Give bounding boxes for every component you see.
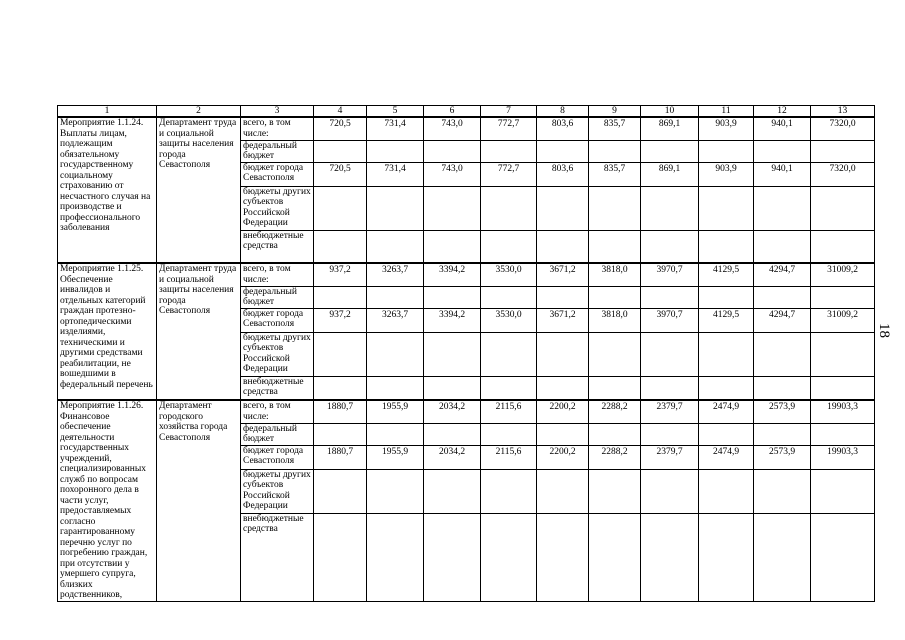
empty-cell (314, 286, 367, 308)
city-value-cell: 3530,0 (481, 308, 537, 332)
empty-cell (589, 332, 641, 376)
source-extra-label: внебюджетные средства (241, 376, 314, 400)
header-cell: 7 (481, 106, 537, 118)
empty-cell (481, 423, 537, 445)
empty-cell (754, 140, 811, 162)
total-value-cell: 743,0 (424, 117, 481, 140)
empty-cell (481, 376, 537, 400)
total-value-cell: 803,6 (537, 117, 589, 140)
empty-cell (314, 423, 367, 445)
source-other-label: бюджеты других субъектов Российской Федерации (241, 469, 314, 513)
city-value-cell: 1955,9 (367, 445, 424, 469)
city-value-cell: 3263,7 (367, 308, 424, 332)
city-value-cell: 2200,2 (537, 445, 589, 469)
table-row (58, 117, 875, 140)
total-value-cell: 2034,2 (424, 400, 481, 423)
empty-cell (589, 230, 641, 263)
empty-cell (424, 423, 481, 445)
empty-cell (754, 469, 811, 513)
city-value-cell: 3818,0 (589, 308, 641, 332)
empty-cell (699, 513, 754, 601)
empty-cell (641, 376, 699, 400)
total-value-cell: 7320,0 (811, 117, 875, 140)
empty-cell (367, 332, 424, 376)
empty-cell (641, 230, 699, 263)
executor-cell: Департамент труда и социальной защиты населения города Севастополя (157, 117, 241, 263)
total-value-cell: 4294,7 (754, 263, 811, 286)
header-row (58, 106, 875, 118)
empty-cell (641, 332, 699, 376)
empty-cell (537, 186, 589, 230)
source-total-label: всего, в том числе: (241, 117, 314, 140)
empty-cell (481, 186, 537, 230)
source-other-label: бюджеты других субъектов Российской Федерации (241, 186, 314, 230)
empty-cell (811, 286, 875, 308)
empty-cell (481, 469, 537, 513)
empty-cell (424, 230, 481, 263)
empty-cell (641, 140, 699, 162)
header-cell: 11 (699, 106, 754, 118)
empty-cell (424, 186, 481, 230)
total-value-cell: 19903,3 (811, 400, 875, 423)
executor-cell: Департамент труда и социальной защиты населения города Севастополя (157, 263, 241, 400)
city-value-cell: 940,1 (754, 162, 811, 186)
empty-cell (589, 286, 641, 308)
empty-cell (811, 230, 875, 263)
empty-cell (754, 286, 811, 308)
header-cell: 3 (241, 106, 314, 118)
header-cell: 8 (537, 106, 589, 118)
city-value-cell: 19903,3 (811, 445, 875, 469)
empty-cell (589, 376, 641, 400)
empty-cell (481, 230, 537, 263)
header-cell: 2 (157, 106, 241, 118)
city-value-cell: 4129,5 (699, 308, 754, 332)
empty-cell (314, 469, 367, 513)
total-value-cell: 3818,0 (589, 263, 641, 286)
city-value-cell: 772,7 (481, 162, 537, 186)
source-city-label: бюджет города Севастополя (241, 445, 314, 469)
empty-cell (424, 513, 481, 601)
header-cell: 13 (811, 106, 875, 118)
city-value-cell: 2379,7 (641, 445, 699, 469)
empty-cell (367, 286, 424, 308)
source-city-label: бюджет города Севастополя (241, 308, 314, 332)
source-city-label: бюджет города Севастополя (241, 162, 314, 186)
total-value-cell: 720,5 (314, 117, 367, 140)
empty-cell (481, 332, 537, 376)
total-value-cell: 3394,2 (424, 263, 481, 286)
empty-cell (424, 286, 481, 308)
empty-cell (367, 376, 424, 400)
empty-cell (589, 423, 641, 445)
city-value-cell: 2573,9 (754, 445, 811, 469)
empty-cell (367, 230, 424, 263)
empty-cell (811, 332, 875, 376)
city-value-cell: 2474,9 (699, 445, 754, 469)
city-value-cell: 2115,6 (481, 445, 537, 469)
total-value-cell: 3263,7 (367, 263, 424, 286)
empty-cell (754, 423, 811, 445)
empty-cell (481, 513, 537, 601)
empty-cell (699, 230, 754, 263)
measure-cell: Мероприятие 1.1.24. Выплаты лицам, подлежащим обязательному государственному социальному страхованию от несчастного случая на производстве и профессионального заболевания (58, 117, 157, 263)
source-total-label: всего, в том числе: (241, 263, 314, 286)
header-cell: 9 (589, 106, 641, 118)
city-value-cell: 937,2 (314, 308, 367, 332)
empty-cell (314, 513, 367, 601)
empty-cell (811, 513, 875, 601)
empty-cell (811, 423, 875, 445)
empty-cell (641, 513, 699, 601)
total-value-cell: 3671,2 (537, 263, 589, 286)
total-value-cell: 2115,6 (481, 400, 537, 423)
city-value-cell: 31009,2 (811, 308, 875, 332)
city-value-cell: 2034,2 (424, 445, 481, 469)
city-value-cell: 3394,2 (424, 308, 481, 332)
empty-cell (537, 513, 589, 601)
empty-cell (367, 513, 424, 601)
empty-cell (641, 186, 699, 230)
table-row (58, 263, 875, 286)
city-value-cell: 2288,2 (589, 445, 641, 469)
empty-cell (537, 423, 589, 445)
total-value-cell: 2573,9 (754, 400, 811, 423)
empty-cell (424, 469, 481, 513)
total-value-cell: 869,1 (641, 117, 699, 140)
measure-cell: Мероприятие 1.1.25. Обеспечение инвалидов и отдельных категорий граждан протезно-ортопедическими изделиями, техническими и другими средствами реабилитации, не вошедшими в федеральный перечень (58, 263, 157, 400)
empty-cell (811, 140, 875, 162)
city-value-cell: 803,6 (537, 162, 589, 186)
page-number: 18 (876, 323, 892, 338)
budget-table (57, 105, 875, 602)
total-value-cell: 4129,5 (699, 263, 754, 286)
header-cell: 10 (641, 106, 699, 118)
header-cell: 1 (58, 106, 157, 118)
header-cell: 12 (754, 106, 811, 118)
source-federal-label: федеральный бюджет (241, 423, 314, 445)
total-value-cell: 2474,9 (699, 400, 754, 423)
empty-cell (699, 332, 754, 376)
total-value-cell: 2200,2 (537, 400, 589, 423)
city-value-cell: 4294,7 (754, 308, 811, 332)
empty-cell (589, 140, 641, 162)
total-value-cell: 940,1 (754, 117, 811, 140)
empty-cell (481, 286, 537, 308)
empty-cell (811, 469, 875, 513)
city-value-cell: 835,7 (589, 162, 641, 186)
city-value-cell: 1880,7 (314, 445, 367, 469)
source-extra-label: внебюджетные средства (241, 513, 314, 601)
total-value-cell: 3530,0 (481, 263, 537, 286)
empty-cell (589, 469, 641, 513)
empty-cell (537, 332, 589, 376)
source-federal-label: федеральный бюджет (241, 286, 314, 308)
empty-cell (424, 332, 481, 376)
empty-cell (641, 423, 699, 445)
empty-cell (641, 286, 699, 308)
empty-cell (314, 332, 367, 376)
empty-cell (699, 376, 754, 400)
empty-cell (424, 376, 481, 400)
header-cell: 4 (314, 106, 367, 118)
total-value-cell: 31009,2 (811, 263, 875, 286)
empty-cell (589, 513, 641, 601)
table-row (58, 400, 875, 423)
empty-cell (367, 140, 424, 162)
empty-cell (314, 186, 367, 230)
empty-cell (481, 140, 537, 162)
empty-cell (589, 186, 641, 230)
total-value-cell: 1880,7 (314, 400, 367, 423)
city-value-cell: 743,0 (424, 162, 481, 186)
source-total-label: всего, в том числе: (241, 400, 314, 423)
empty-cell (754, 230, 811, 263)
total-value-cell: 2379,7 (641, 400, 699, 423)
empty-cell (699, 469, 754, 513)
empty-cell (367, 423, 424, 445)
executor-cell: Департамент городского хозяйства города Севастополя (157, 400, 241, 601)
empty-cell (367, 186, 424, 230)
empty-cell (754, 332, 811, 376)
total-value-cell: 835,7 (589, 117, 641, 140)
empty-cell (537, 376, 589, 400)
measure-cell: Мероприятие 1.1.26. Финансовое обеспечение деятельности государственных учреждений, специализированных служб по вопросам похоронного дела в части услуг, предоставляемых согласно гарантированному перечню услуг по погребению граждан, при отсутствии у умершего супруга, близких родственников, (58, 400, 157, 601)
city-value-cell: 903,9 (699, 162, 754, 186)
empty-cell (699, 286, 754, 308)
source-other-label: бюджеты других субъектов Российской Федерации (241, 332, 314, 376)
empty-cell (537, 469, 589, 513)
source-extra-label: внебюджетные средства (241, 230, 314, 263)
header-cell: 6 (424, 106, 481, 118)
total-value-cell: 937,2 (314, 263, 367, 286)
empty-cell (699, 186, 754, 230)
empty-cell (754, 376, 811, 400)
city-value-cell: 869,1 (641, 162, 699, 186)
total-value-cell: 772,7 (481, 117, 537, 140)
empty-cell (699, 423, 754, 445)
empty-cell (537, 140, 589, 162)
city-value-cell: 720,5 (314, 162, 367, 186)
empty-cell (424, 140, 481, 162)
empty-cell (754, 513, 811, 601)
total-value-cell: 1955,9 (367, 400, 424, 423)
empty-cell (367, 469, 424, 513)
total-value-cell: 903,9 (699, 117, 754, 140)
total-value-cell: 3970,7 (641, 263, 699, 286)
empty-cell (537, 286, 589, 308)
source-federal-label: федеральный бюджет (241, 140, 314, 162)
empty-cell (537, 230, 589, 263)
empty-cell (314, 230, 367, 263)
empty-cell (314, 140, 367, 162)
city-value-cell: 731,4 (367, 162, 424, 186)
city-value-cell: 7320,0 (811, 162, 875, 186)
empty-cell (811, 186, 875, 230)
city-value-cell: 3970,7 (641, 308, 699, 332)
city-value-cell: 3671,2 (537, 308, 589, 332)
total-value-cell: 731,4 (367, 117, 424, 140)
total-value-cell: 2288,2 (589, 400, 641, 423)
empty-cell (314, 376, 367, 400)
header-cell: 5 (367, 106, 424, 118)
empty-cell (699, 140, 754, 162)
empty-cell (754, 186, 811, 230)
empty-cell (641, 469, 699, 513)
empty-cell (811, 376, 875, 400)
